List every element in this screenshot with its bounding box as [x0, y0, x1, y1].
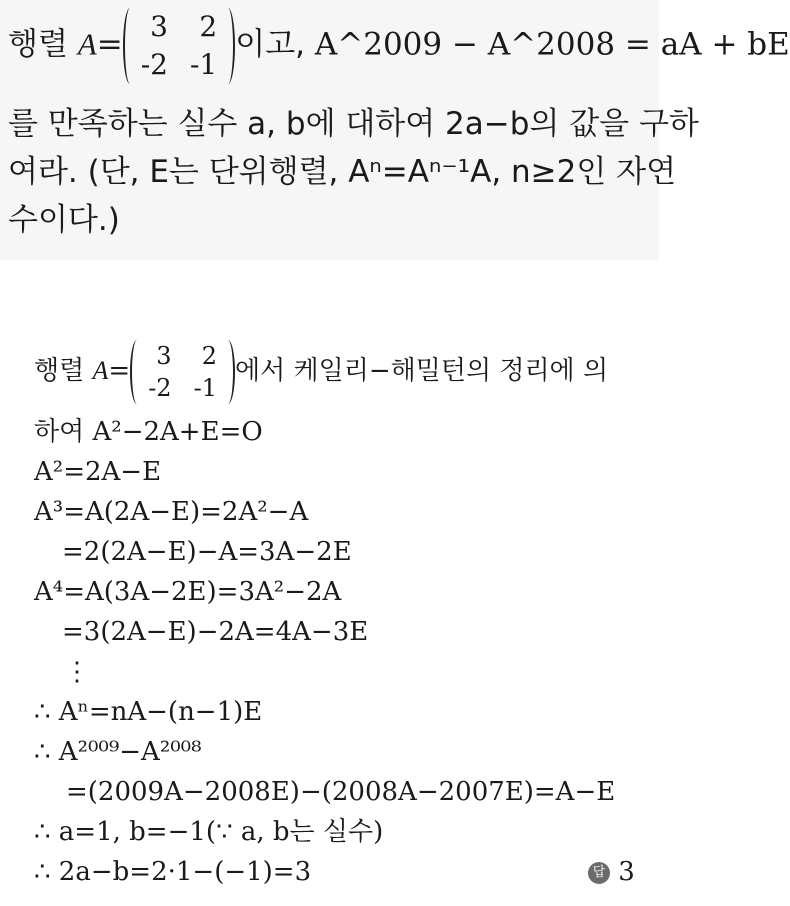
- matrix-name: A: [77, 26, 97, 62]
- problem-box: [0, 0, 790, 260]
- right-paren: [221, 340, 235, 404]
- matrix-cell: 2: [201, 342, 217, 370]
- problem-line-3: 여라. (단, E는 단위행렬, Aⁿ=Aⁿ⁻¹A, n≥2인 자연: [8, 154, 677, 190]
- solution-line-5: =2(2A−E)−A=3A−2E: [62, 537, 352, 567]
- answer-badge-icon: 답: [588, 862, 610, 884]
- matrix-cell: 2: [199, 10, 218, 43]
- solution-line-2: 하여 A²−2A+E=O: [34, 417, 263, 447]
- problem-line-1: [8, 8, 790, 84]
- matrix-cell: 3: [150, 10, 168, 43]
- solution-line-4: A³=A(2A−E)=2A²−A: [34, 497, 309, 527]
- solution-line-6: A⁴=A(3A−2E)=3A²−2A: [34, 577, 342, 607]
- answer: [588, 856, 635, 888]
- problem-suffix: 이고,: [235, 26, 305, 63]
- matrix-cell: -2: [148, 374, 172, 402]
- solution-section: [0, 260, 659, 906]
- solution-line-10: ∴ A²⁰⁰⁹−A²⁰⁰⁸: [34, 737, 202, 767]
- problem-equation: A^2009 − A^2008 = aA + bE: [314, 26, 790, 63]
- left-paren: [130, 340, 144, 404]
- solution-matrix: [130, 340, 235, 404]
- solution-line-12: ∴ a=1, b=−1(∵ a, b는 실수): [34, 817, 384, 847]
- problem-matrix: [123, 8, 236, 84]
- problem-line-4: 수이다.): [8, 202, 120, 238]
- solution-line-11: =(2009A−2008E)−(2008A−2007E)=A−E: [66, 777, 616, 807]
- answer-value: 3: [618, 857, 635, 887]
- solution-suffix: 에서 케일리−해밀턴의 정리에 의: [234, 356, 609, 386]
- solution-prefix: 행렬: [34, 356, 85, 386]
- matrix-cell: 3: [156, 342, 172, 370]
- matrix-cell: -2: [140, 48, 168, 81]
- solution-line-9: ∴ Aⁿ=nA−(n−1)E: [34, 697, 263, 727]
- solution-line-3: A²=2A−E: [34, 457, 162, 487]
- vertical-ellipsis: ⋮: [64, 657, 90, 687]
- solution-line-13: ∴ 2a−b=2·1−(−1)=3: [34, 857, 312, 887]
- problem-line-2: 를 만족하는 실수 a, b에 대하여 2a−b의 값을 구하: [8, 106, 699, 142]
- equals-sign: =: [96, 26, 123, 63]
- left-paren: [123, 8, 137, 84]
- matrix-cell: -1: [189, 48, 218, 81]
- solution-line-7: =3(2A−E)−2A=4A−3E: [62, 617, 369, 647]
- solution-line-1: 행렬 A= 3 2 -2 -1 에서 케일리−해밀턴의 정리에 의: [34, 342, 609, 402]
- problem-prefix: 행렬: [8, 26, 68, 63]
- matrix-cell: -1: [193, 374, 217, 402]
